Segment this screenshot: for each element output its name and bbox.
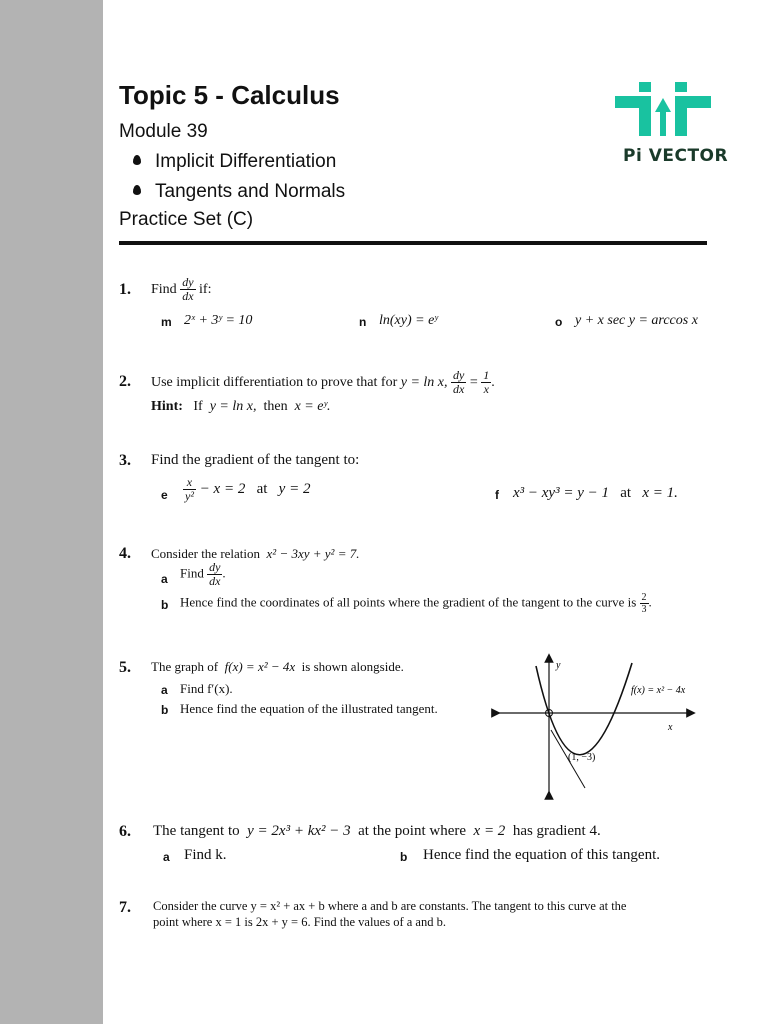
q5-stem: The graph of f(x) = x² − 4x is shown alongside. (151, 659, 404, 674)
q5-part-a-label: a (161, 683, 168, 697)
q1-stem: Find $\frac{dy}{dx}$ if: (151, 275, 212, 304)
q7-line-1: Consider the curve y = x² + ax + b where a and b are constants. The tangent to this curve at the (153, 899, 627, 913)
q1-part-m: 2ˣ + 3ʸ = 10 (184, 313, 253, 328)
q1-part-m-label: m (161, 315, 172, 329)
page-title: Topic 5 - Calculus (119, 80, 340, 110)
practice-set-label: Practice Set (C) (119, 209, 254, 230)
q2-number: 2. (119, 373, 131, 390)
q4-part-b-label: b (161, 598, 169, 612)
topic-bullet-1: Implicit Differentiation (133, 151, 336, 173)
q6-part-b-label: b (400, 850, 408, 864)
q2-dydx: $\frac{dy}{dx}$ (453, 368, 465, 397)
q1-part-n: ln(xy) = eʸ (379, 313, 438, 328)
q4-part-a: Find $\frac{dy}{dx}$ . (180, 560, 226, 589)
graph-point-label: (1, −3) (568, 752, 596, 763)
q5-number: 5. (119, 659, 131, 676)
header-divider (119, 241, 707, 245)
q2-hint: Hint: If y = ln x, then x = eʸ. (151, 399, 331, 414)
q3-stem: Find the gradient of the tangent to: (151, 452, 360, 468)
q6-part-b: Hence find the equation of this tangent. (423, 847, 661, 863)
q1-dydx: $\frac{dy}{dx}$ (182, 275, 194, 304)
topic-bullet-2: Tangents and Normals (133, 181, 345, 203)
graph-y-label: y (556, 660, 561, 671)
q7-number: 7. (119, 899, 131, 916)
q1-part-o-label: o (555, 315, 563, 329)
graph-parabola (536, 663, 632, 755)
q1-part-o: y + x sec y = arccos x (575, 313, 698, 328)
q5-part-b-label: b (161, 703, 169, 717)
worksheet-page (103, 0, 768, 1024)
q3-number: 3. (119, 452, 131, 469)
q3-part-e-label: e (161, 488, 168, 502)
q3-part-f: x³ − xy³ = y − 1 at x = 1. (513, 485, 678, 501)
graph-func-label: f(x) = x² − 4x (631, 685, 686, 696)
bullet-icon (133, 155, 141, 165)
logo-text: Pi VECTOR (623, 146, 729, 166)
q5-graph (486, 650, 706, 810)
q7-line-2: point where x = 1 is 2x + y = 6. Find the values of a and b. (153, 915, 446, 929)
q3-part-f-label: f (495, 488, 499, 502)
q4-stem: Consider the relation x² − 3xy + y² = 7. (151, 546, 360, 561)
q6-number: 6. (119, 823, 131, 840)
q4-part-b: Hence find the coordinates of all points where the gradient of the tangent to the curve is $\frac{2}{3}$ . (180, 592, 652, 615)
graph-x-label: x (668, 722, 673, 733)
q2-one-over-x: $\frac{1}{x}$ (483, 368, 490, 397)
bullet-icon (133, 185, 141, 195)
q4-number: 4. (119, 545, 131, 562)
q5-part-b: Hence find the equation of the illustrated tangent. (180, 701, 438, 716)
q4-part-a-label: a (161, 572, 168, 586)
left-margin-bar (0, 0, 103, 1024)
q1-part-n-label: n (359, 315, 367, 329)
q3-part-e: $\frac{x}{\text{y²}}$ − x = 2 at y = 2 (185, 475, 311, 504)
q2-stem: Use implicit differentiation to prove that for y = ln x, $\frac{dy}{dx}$ = $\frac{1}{x}$ . (151, 368, 495, 397)
q6-stem: The tangent to y = 2x³ + kx² − 3 at the point where x = 2 has gradient 4. (153, 823, 601, 839)
q6-part-a: Find k. (184, 847, 227, 863)
q6-part-a-label: a (163, 850, 170, 864)
module-label: Module 39 (119, 121, 208, 142)
q1-number: 1. (119, 281, 131, 298)
q5-part-a: Find f′(x). (180, 681, 233, 696)
